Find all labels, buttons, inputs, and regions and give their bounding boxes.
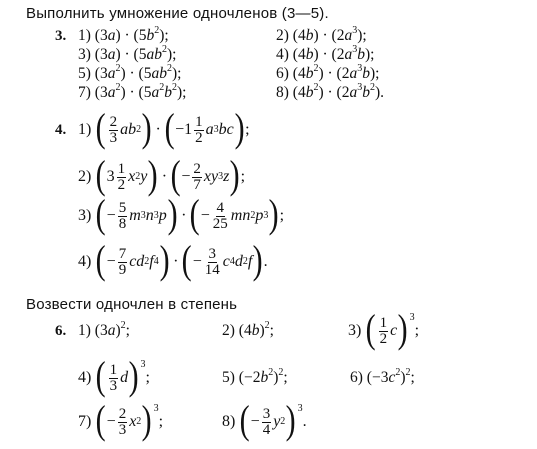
section-heading-power: Возвести одночлен в степень (26, 296, 238, 313)
ex6-item-7: 7) ( − $\frac{2}{3}$ x 2 ) 3 ; (78, 397, 164, 442)
ex3-item-7-label: 7) (78, 84, 91, 101)
ex4-item-1-label: 1) (78, 121, 92, 138)
ex3-item-5-label: 5) (78, 65, 91, 82)
ex6-item-5: 5) $(-2b^2)^2$; (222, 367, 288, 386)
ex3-item-4: 4) $(4b) \cdot (2a^3b)$; (276, 44, 375, 63)
ex6-item-1-label: 1) (78, 322, 91, 339)
ex3-item-1: 1) $(3a) \cdot (5b^2)$; (78, 25, 169, 44)
ex3-item-8: 8) $(4b^2) \cdot (2a^3b^2)$. (276, 82, 385, 101)
ex4-item-2-label: 2) (78, 168, 92, 185)
section-heading-multiply: Выполнить умножение одночленов (3—5). (26, 5, 329, 22)
ex3-item-2: 2) $(4b) \cdot (2a^3)$; (276, 25, 367, 44)
ex3-item-3-label: 3) (78, 46, 91, 63)
ex4-item-1: 1) ( $\frac{2}{3}$ ab 2 ) · ( −1 $\frac{1}{2}$ a 3 bc ) ; (78, 105, 250, 150)
ex6-item-1: 1) $(3a)^2$; (78, 320, 130, 339)
ex6-item-5-label: 5) (222, 369, 235, 386)
ex3-item-1-label: 1) (78, 27, 91, 44)
ex4-item-3-label: 3) (78, 207, 92, 224)
ex4-item-2: 2) ( 3 $\frac{1}{2}$ x 2 y ) · ( − $\frac{2}{7}$ xy 3 z ) ; (78, 152, 246, 197)
exercise-4-number: 4. (55, 122, 67, 138)
exercise-6-number: 6. (55, 323, 67, 339)
ex3-item-2-label: 2) (276, 27, 289, 44)
ex3-item-8-label: 8) (276, 84, 289, 101)
ex3-item-3: 3) $(3a) \cdot (5ab^2)$; (78, 44, 177, 63)
ex6-item-2-label: 2) (222, 322, 235, 339)
ex6-item-3-label: 3) (348, 322, 362, 339)
ex3-item-6-label: 6) (276, 65, 289, 82)
ex6-item-8-label: 8) (222, 413, 236, 430)
exercise-3-number: 3. (55, 28, 67, 44)
ex6-item-2: 2) $(4b)^2$; (222, 320, 274, 339)
ex4-item-4-label: 4) (78, 253, 92, 270)
ex6-item-8: 8) ( − $\frac{3}{4}$ y 2 ) 3 . (222, 397, 307, 442)
ex6-item-6: 6) $(-3c^2)^2$; (350, 367, 415, 386)
ex6-item-7-label: 7) (78, 413, 92, 430)
ex6-item-4-label: 4) (78, 369, 92, 386)
ex3-item-6: 6) $(4b^2) \cdot (2a^3b)$; (276, 63, 380, 82)
ex4-item-4: 4) ( − $\frac{7}{9}$ cd 2 f 4 ) · ( − $\frac{3}{14}$ c 4 d 2 f ) . (78, 237, 268, 282)
ex3-item-5: 5) $(3a^2) \cdot (5ab^2)$; (78, 63, 182, 82)
ex6-item-3: 3) ( $\frac{1}{2}$ c ) 3 ; (348, 306, 420, 351)
ex3-item-4-label: 4) (276, 46, 289, 63)
ex6-item-4: 4) ( $\frac{1}{3}$ d ) 3 ; (78, 353, 150, 398)
ex6-item-6-label: 6) (350, 369, 363, 386)
ex3-item-7: 7) $(3a^2) \cdot (5a^2b^2)$; (78, 82, 187, 101)
ex4-item-3: 3) ( − $\frac{5}{8}$ m 3 n 3 p ) · ( − $\frac{4}{25}$ mn 2 p 3 ) ; (78, 191, 285, 236)
